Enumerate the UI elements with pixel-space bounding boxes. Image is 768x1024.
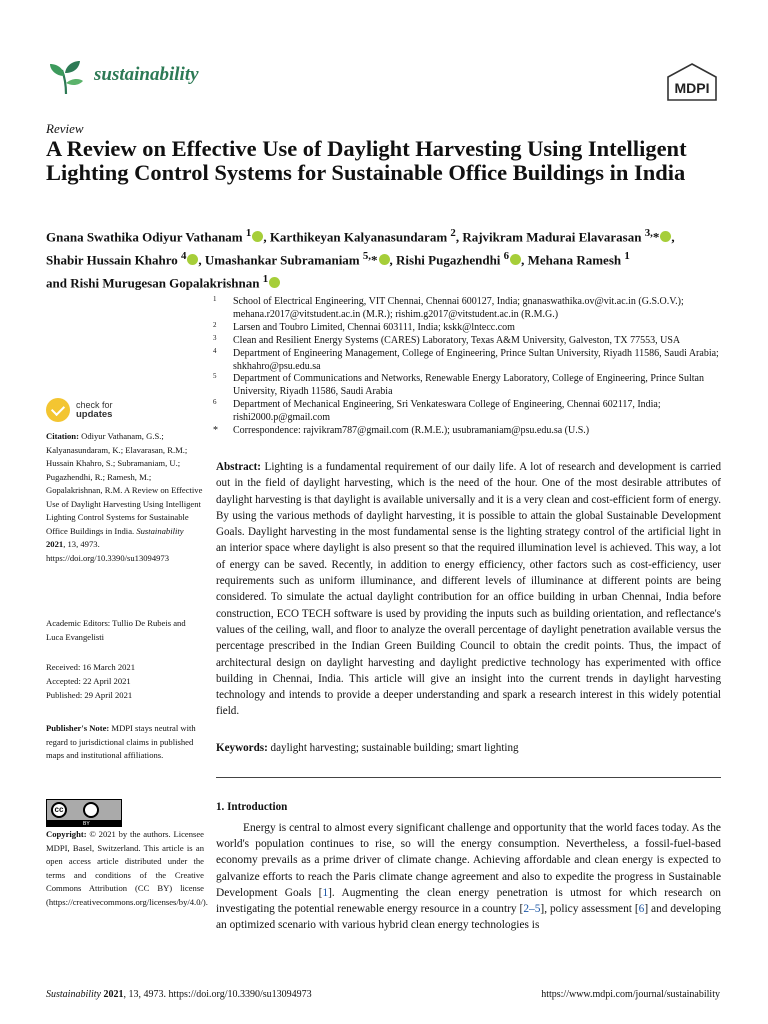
published-date: Published: 29 April 2021 xyxy=(46,690,133,700)
affiliation-item: 3 Clean and Resilient Energy Systems (CARES) Laboratory, Texas A&M University, Galveston, TX 77553, USA xyxy=(213,333,681,346)
check-for-updates-button[interactable]: check for updates xyxy=(46,398,136,424)
keywords: Keywords: daylight harvesting; sustainable building; smart lighting xyxy=(216,742,519,754)
author-list xyxy=(46,224,726,292)
citation-block: Citation: Odiyur Vathanam, G.S.; Kalyanasundaram, K.; Elavarasan, R.M.; Hussain Khahro, S.; Subramaniam, U.; Pugazhendhi, R.; Ramesh, M.; Gopalakrishnan, R.M. A Review on Effective Use of Daylight Harvesting Using Intelligent Lighting Control Systems for Sustainable Office Buildings in India. Sustainability 2021, 13, 4973. https://doi.org/10.3390/su13094973 xyxy=(46,431,203,563)
orcid-icon[interactable] xyxy=(269,277,280,288)
orcid-icon[interactable] xyxy=(187,254,198,265)
affiliation-item: 1 School of Electrical Engineering, VIT Chennai, Chennai 600127, India; gnanaswathika.ov@vit.ac.in (G.S.O.V.); mehana.r2017@vitstudent.ac.in (M.R.); rishim.g2017@vitstudent.ac.in (R.M.G.) xyxy=(213,295,684,320)
footer-citation: Sustainability 2021, 13, 4973. https://doi.org/10.3390/su13094973 xyxy=(46,989,312,1000)
publisher-note: Publisher's Note: MDPI stays neutral with regard to jurisdictional claims in published maps and institutional affiliations. xyxy=(46,723,196,760)
orcid-icon[interactable] xyxy=(379,254,390,265)
footer-journal-url[interactable]: https://www.mdpi.com/journal/sustainability xyxy=(541,989,720,1000)
author-line-1: Gnana Swathika Odiyur Vathanam $^1$ , Karthikeyan Kalyanasundaram $^2$, Rajvikram Madurai Elavarasan $^{3,}$* , xyxy=(46,227,675,245)
author-line-2: Shabir Hussain Khahro $^4$ , Umashankar Subramaniam $^{5,}$* , Rishi Pugazhendhi $^6$ , Mehana Ramesh $^1$ xyxy=(46,249,630,268)
affiliation-item: 4 Department of Engineering Management, College of Engineering, Prince Sultan University, Riyadh 11586, Saudi Arabia; shkhahro@psu.edu.sa xyxy=(213,346,719,372)
orcid-icon[interactable] xyxy=(660,231,671,242)
affiliation-item: 6 Department of Mechanical Engineering, Sri Venkateswara College of Engineering, Chennai 602117, India; rishi2000.p@gmail.com xyxy=(213,398,661,424)
section-heading: 1. Introduction xyxy=(216,801,288,813)
leaf-logo-icon xyxy=(46,58,86,96)
page-title: A Review on Effective Use of Daylight Harvesting Using Intelligent Lighting Control Systems for Sustainable Office Buildings in India xyxy=(46,136,687,185)
reference-link[interactable]: 2–5 xyxy=(523,903,541,916)
mdpi-logo-icon xyxy=(665,62,719,102)
affiliations xyxy=(213,296,725,438)
orcid-icon[interactable] xyxy=(252,231,263,242)
orcid-icon[interactable] xyxy=(510,254,521,265)
section-divider xyxy=(216,777,721,778)
journal-name: sustainability xyxy=(94,64,199,85)
reference-link[interactable]: 1 xyxy=(322,886,329,899)
reference-link[interactable]: 6 xyxy=(638,903,645,916)
accepted-date: Accepted: 22 April 2021 xyxy=(46,676,131,686)
affiliation-item: 5 Department of Communications and Networks, Renewable Energy Laboratory, College of Engineering, Prince Sultan University, Riyadh 11586, Saudi Arabia xyxy=(213,372,704,398)
citation-doi-link[interactable]: https://doi.org/10.3390/su13094973 xyxy=(46,552,170,563)
check-updates-icon xyxy=(46,398,70,422)
cc-by-license-icon[interactable]: cc BY xyxy=(46,799,122,827)
publisher-name: MDPI xyxy=(674,80,710,96)
academic-editors: Academic Editors: Tullio De Rubeis and Luca Evangelisti xyxy=(46,618,186,642)
author-line-3: and Rishi Murugesan Gopalakrishnan $^1$ xyxy=(46,270,726,293)
article-type: Review xyxy=(46,121,84,136)
introduction-paragraph: Energy is central to almost every significant challenge and opportunity that the world faces today. As the world's population continues to rise, so will the energy consumption. Nevertheless, a fossil-fuel-based economy prevails as a prime driver of climate change. Achieving affordable and clean energy is expected to galvanize efforts to reach the Paris climate change agreement and also to expedite the progress in Sustainable Development Goals [1]. Augmenting the clean energy penetration is utmost for which research on investigating the potential renewable energy resource in a country [2–5], policy assessment [6] and developing an optimized scenario with various hybrid clean energy technologies is xyxy=(216,822,721,932)
received-date: Received: 16 March 2021 xyxy=(46,662,136,672)
abstract: Abstract: Lighting is a fundamental requirement of our daily life. A lot of research and development is carried out in the field of daylight harvesting, which is the need of the hour. One of the most desirable attributes of daylight harvesting is that daylight is available universally and it is a very clean and cost-efficient form of energy. By using the various methods of daylight harvesting, it is possible to attain the global Sustainable Development Goals. Daylight harvesting in the most fundamental sense is the lighting strategy control of the artificial light in an interior space where daylight is also present so that the required illumination level is achieved. This way, a lot of energy can be saved. Recently, in addition to energy efficiency, other factors such as cost-efficiency, user requirements such as uniform illuminance, and different levels of illuminance at different points are being considered. To simulate the actual daylight contribution for an office building in urban Chennai, India before construction, ECO TECH software is used by providing the inputs such as building orientation, and reflectance's values of the ceiling, wall, and floor to analyze the overall percentage of daylight penetration available versus the percentage prescribed in the Indian Green Building Council to obtain the credit points. Thus, the impact of architectural design on daylight harvesting and daylight predictive technology has experimented with office building in Chennai, India. This article will give an insight into the current trends in daylight harvesting technology and intends to provide a deeper understanding and spark a research interest in this widely potential field. xyxy=(216,461,721,718)
copyright-notice: Copyright: © 2021 by the authors. Licensee MDPI, Basel, Switzerland. This article is an open access article distributed under the terms and conditions of the Creative Commons Attribution (CC BY) license (https://creativecommons.org/licenses/by/4.0/). xyxy=(46,829,208,907)
affiliation-item: 2 Larsen and Toubro Limited, Chennai 603111, India; kskk@lntecc.com xyxy=(213,320,515,333)
affiliation-item: * Correspondence: rajvikram787@gmail.com (R.M.E.); usubramaniam@psu.edu.sa (U.S.) xyxy=(213,425,590,437)
